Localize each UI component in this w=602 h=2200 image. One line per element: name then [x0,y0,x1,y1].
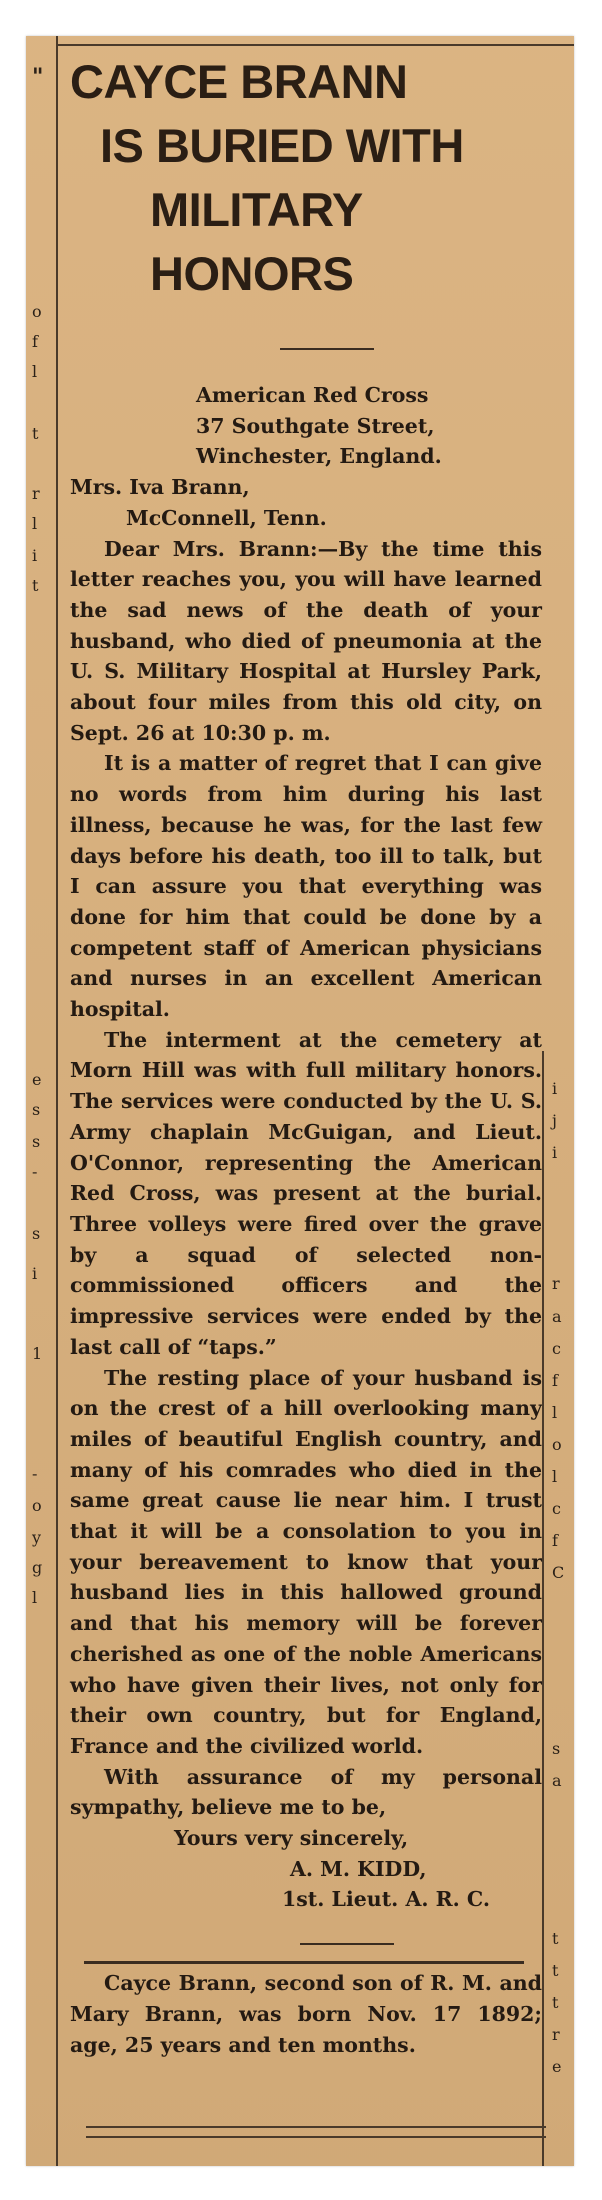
paragraph: With assurance of my personal sympathy, believe me to be, [70,1764,542,1820]
headline-line-3: MILITARY HONORS [150,183,362,300]
letter-body [70,534,542,1824]
article [70,50,542,2060]
right-fragment: f [552,1531,558,1550]
right-column-rule [542,1051,544,2166]
right-fragment: c [552,1339,561,1358]
right-fragment: e [552,2057,562,2076]
left-fragment: i [32,1264,38,1283]
bottom-double-rule [86,2126,546,2138]
left-fragment: i [32,546,38,565]
left-fragment: y [32,1528,42,1547]
note-paragraph: Cayce Brann, second son of R. M. and Mary Brann, was born Nov. 17 1892; age, 25 years and ten months. [70,1971,542,2057]
right-fragment: t [552,1929,559,1948]
address-line-3: Winchester, England. [196,444,442,469]
left-fragment: l [32,1588,38,1607]
left-fragment: s [32,1100,41,1119]
right-fragment: r [552,1274,560,1293]
letter-closing [70,1823,542,1915]
paragraph: The resting place of your husband is on the crest of a hill overlooking many miles of beautiful English country, and many of his comrades who died in the same great cause lie near him. I trust that it will be a consolation to you in your bereavement to know that your husband lies in this hallowed ground and that his memory will be forever cherished as one of the noble Americans who have given their lives, not only for their own country, but for England, France and the civilized world. [70,1365,542,1758]
closing-salutation: Yours very sincerely, [174,1826,409,1851]
headline-line-2: IS BURIED WITH [100,119,464,172]
right-fragment: j [552,1111,557,1130]
right-fragment: C [552,1563,565,1582]
paragraph: The interment at the cemetery at Morn Hill was with full military honors. The services were conducted by the U. S. Army chaplain McGuigan, and Lieut. O'Connor, representing the American Red Cross, was present at the burial. Three volleys were fired over the grave by a squad of selected non-commissioned officers and the impressive services were ended by the last call of “taps.” [70,1027,542,1359]
left-fragment: f [32,332,38,351]
right-adjacent-column [540,1051,574,2166]
left-fragment: t [32,576,39,595]
right-fragment: a [552,1771,562,1790]
newspaper-clipping [26,36,574,2166]
recipient-name: Mrs. Iva Brann, [70,475,250,500]
paragraph: It is a matter of regret that I can give no words from him during his last illness, because he was, for the last few days before his death, too ill to talk, but I can assure you that everything was done for him that could be done by a competent staff of American physicians and nurses in an excellent American hospital. [70,751,542,1022]
right-fragment: i [552,1079,558,1098]
biographical-note [70,1968,542,2060]
left-adjacent-column [26,36,66,2166]
left-fragment: 1 [32,1344,43,1363]
left-fragment: o [32,302,42,321]
right-fragment: s [552,1739,561,1758]
letter-address [70,380,542,534]
headline-divider [280,348,374,350]
left-fragment: r [32,484,40,503]
closing-title: 1st. Lieut. A. R. C. [282,1887,491,1912]
left-column-rule [56,36,58,2166]
left-fragment: l [32,362,38,381]
right-fragment: r [552,2025,560,2044]
left-fragment: " [32,64,44,90]
left-fragment: s [32,1132,41,1151]
left-fragment: o [32,1496,42,1515]
left-fragment: - [32,1162,38,1181]
left-fragment: g [32,1558,43,1577]
right-fragment: l [552,1403,558,1422]
right-fragment: o [552,1435,562,1454]
right-fragment: f [552,1371,558,1390]
left-fragment: l [32,514,38,533]
note-divider-long [84,1961,524,1964]
right-fragment: t [552,1993,559,2012]
address-line-2: 37 Southgate Street, [196,413,435,438]
right-fragment: a [552,1307,562,1326]
headline-line-1: CAYCE BRANN [70,55,408,108]
right-fragment: t [552,1961,559,1980]
left-fragment: - [32,1464,38,1483]
right-fragment: i [552,1143,558,1162]
top-rule [58,44,574,46]
address-line-1: American Red Cross [196,383,429,407]
left-fragment: t [32,424,39,443]
left-fragment: s [32,1224,41,1243]
closing-signer: A. M. KIDD, [290,1856,427,1881]
right-fragment: c [552,1499,561,1518]
recipient-town: McConnell, Tenn. [126,505,327,530]
note-divider-short [300,1943,394,1945]
left-fragment: e [32,1070,42,1089]
right-fragment: l [552,1467,558,1486]
paragraph: Dear Mrs. Brann:—By the time this letter reaches you, you will have learned the sad news of the death of your husband, who died of pneumonia at the U. S. Military Hospital at Hursley Park, about four miles from this old city, on Sept. 26 at 10:30 p. m. [70,536,542,745]
